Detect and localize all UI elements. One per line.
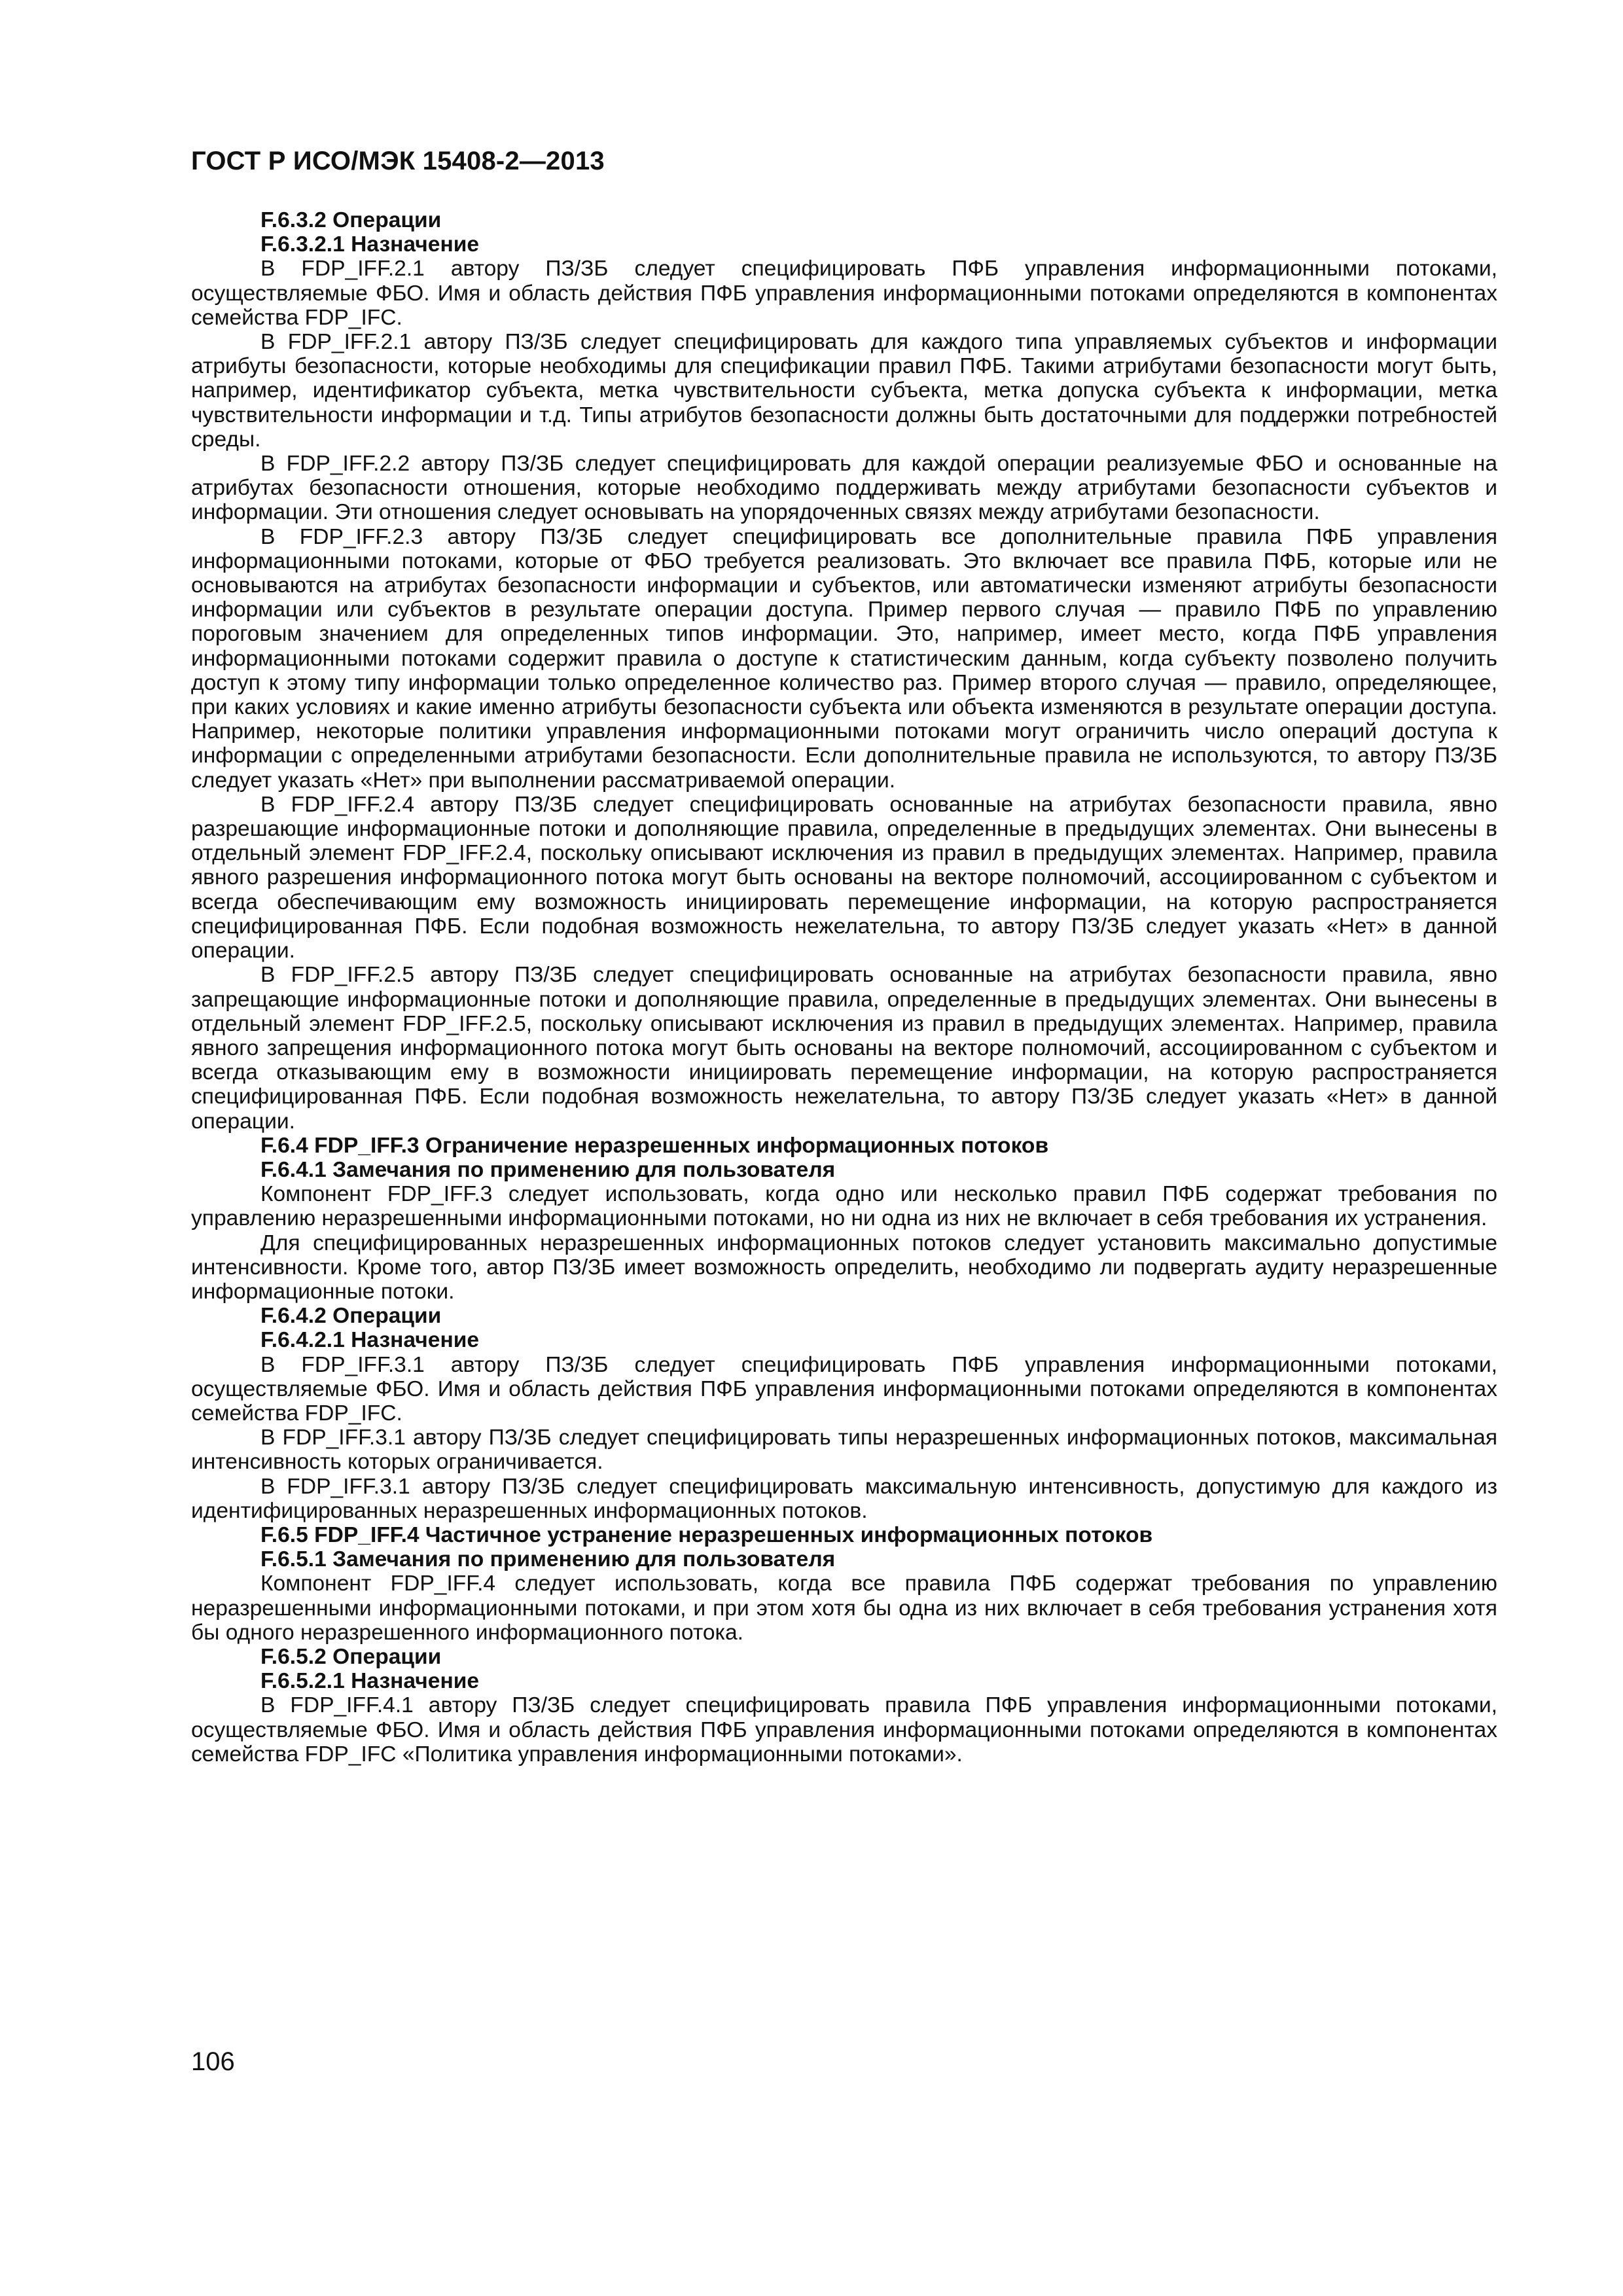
body-paragraph: Компонент FDP_IFF.3 следует использовать, когда одно или несколько правил ПФБ содержат требования по управлению неразрешенными информационными потоками, но ни одна из них не включает в себя требования их устранения. bbox=[191, 1182, 1497, 1231]
body-paragraph: В FDP_IFF.2.3 автору ПЗ/ЗБ следует специфицировать все дополнительные правила ПФБ управления информационными потоками, которые от ФБО требуется реализовать. Это включает все правила ПФБ, которые или не основываются на атрибутах безопасности информации и субъектов, или автоматически изменяют атрибуты безопасности информации или субъектов в результате операции доступа. Пример первого случая — правило ПФБ по управлению пороговым значением для определенных типов информации. Это, например, имеет место, когда ПФБ управления информационными потоками содержит правила о доступе к статистическим данным, когда субъекту позволено получить доступ к этому типу информации только определенное количество раз. Пример второго случая — правило, определяющее, при каких условиях и какие именно атрибуты безопасности субъекта или объекта изменяются в результате операции доступа. Например, некоторые политики управления информационными потоками могут ограничить число операций доступа к информации с определенными атрибутами безопасности. Если дополнительные правила не используются, то автору ПЗ/ЗБ следует указать «Нет» при выполнении рассматриваемой операции. bbox=[191, 524, 1497, 793]
section-heading: F.6.4.2 Операции bbox=[260, 1304, 442, 1329]
document-body bbox=[191, 208, 1497, 1767]
section-heading: F.6.5 FDP_IFF.4 Частичное устранение неразрешенных информационных потоков bbox=[260, 1522, 1153, 1547]
body-paragraph: Компонент FDP_IFF.4 следует использовать, когда все правила ПФБ содержат требования по управлению неразрешенными информационными потоками, и при этом хотя бы одна из них включает в себя требования устранения хотя бы одного неразрешенного информационного потока. bbox=[191, 1571, 1497, 1645]
body-paragraph: В FDP_IFF.4.1 автору ПЗ/ЗБ следует специфицировать правила ПФБ управления информационными потоками, осуществляемые ФБО. Имя и область действия ПФБ управления информационными потоками определяются в компонентах семейства FDP_IFC «Политика управления информационными потоками». bbox=[191, 1693, 1497, 1767]
section-heading: F.6.5.2 Операции bbox=[260, 1644, 442, 1669]
body-paragraph: В FDP_IFF.3.1 автору ПЗ/ЗБ следует специфицировать максимальную интенсивность, допустимую для каждого из идентифицированных неразрешенных информационных потоков. bbox=[191, 1474, 1497, 1523]
body-paragraph: В FDP_IFF.3.1 автору ПЗ/ЗБ следует специфицировать ПФБ управления информационными потоками, осуществляемые ФБО. Имя и область действия ПФБ управления информационными потоками определяются в компонентах семейства FDP_IFC. bbox=[191, 1352, 1497, 1426]
section-heading: F.6.5.1 Замечания по применению для пользователя bbox=[260, 1547, 836, 1572]
body-paragraph: В FDP_IFF.2.5 автору ПЗ/ЗБ следует специфицировать основанные на атрибутах безопасности правила, явно запрещающие информационные потоки и дополняющие правила, определенные в предыдущих элементах. Они вынесены в отдельный элемент FDP_IFF.2.5, поскольку описывают исключения из правил в предыдущих элементах. Например, правила явного запрещения информационного потока могут быть основаны на векторе полномочий, ассоциированном с субъектом и всегда отказывающим ему в возможности инициировать перемещение информации, на которую распространяется специфицированная ПФБ. Если подобная возможность нежелательна, то автору ПЗ/ЗБ следует указать «Нет» в данной операции. bbox=[191, 963, 1497, 1134]
body-paragraph: В FDP_IFF.2.1 автору ПЗ/ЗБ следует специфицировать для каждого типа управляемых субъектов и информации атрибуты безопасности, которые необходимы для спецификации правил ПФБ. Такими атрибутами безопасности могут быть, например, идентификатор субъекта, метка чувствительности субъекта, метка допуска субъекта к информации, метка чувствительности информации и т.д. Типы атрибутов безопасности должны быть достаточными для поддержки потребностей среды. bbox=[191, 330, 1497, 452]
section-heading: F.6.3.2.1 Назначение bbox=[260, 232, 480, 257]
section-heading: F.6.3.2 Операции bbox=[260, 208, 442, 232]
body-paragraph: В FDP_IFF.3.1 автору ПЗ/ЗБ следует специфицировать типы неразрешенных информационных потоков, максимальная интенсивность которых ограничивается. bbox=[191, 1426, 1497, 1475]
page-number: 106 bbox=[191, 2047, 235, 2076]
body-paragraph: Для специфицированных неразрешенных информационных потоков следует установить максимально допустимые интенсивности. Кроме того, автор ПЗ/ЗБ имеет возможность определить, необходимо ли подвергать аудиту неразрешенные информационные потоки. bbox=[191, 1230, 1497, 1304]
body-paragraph: В FDP_IFF.2.1 автору ПЗ/ЗБ следует специфицировать ПФБ управления информационными потоками, осуществляемые ФБО. Имя и область действия ПФБ управления информационными потоками определяются в компонентах семейства FDP_IFC. bbox=[191, 257, 1497, 330]
section-heading: F.6.4 FDP_IFF.3 Ограничение неразрешенных информационных потоков bbox=[260, 1133, 1049, 1158]
section-heading: F.6.5.2.1 Назначение bbox=[260, 1669, 480, 1694]
standard-header: ГОСТ Р ИСО/МЭК 15408-2—2013 bbox=[191, 147, 605, 175]
section-heading: F.6.4.2.1 Назначение bbox=[260, 1328, 480, 1353]
body-paragraph: В FDP_IFF.2.2 автору ПЗ/ЗБ следует специфицировать для каждой операции реализуемые ФБО и основанные на атрибутах безопасности отношения, которые необходимо поддерживать между атрибутами безопасности субъектов и информации. Эти отношения следует основывать на упорядоченных связях между атрибутами безопасности. bbox=[191, 452, 1497, 525]
body-paragraph: В FDP_IFF.2.4 автору ПЗ/ЗБ следует специфицировать основанные на атрибутах безопасности правила, явно разрешающие информационные потоки и дополняющие правила, определенные в предыдущих элементах. Они вынесены в отдельный элемент FDP_IFF.2.4, поскольку описывают исключения из правил в предыдущих элементах. Например, правила явного разрешения информационного потока могут быть основаны на векторе полномочий, ассоциированном с субъектом и всегда обеспечивающим ему возможность инициировать перемещение информации, на которую распространяется специфицированная ПФБ. Если подобная возможность нежелательна, то автору ПЗ/ЗБ следует указать «Нет» в данной операции. bbox=[191, 792, 1497, 963]
section-heading: F.6.4.1 Замечания по применению для пользователя bbox=[260, 1157, 836, 1182]
